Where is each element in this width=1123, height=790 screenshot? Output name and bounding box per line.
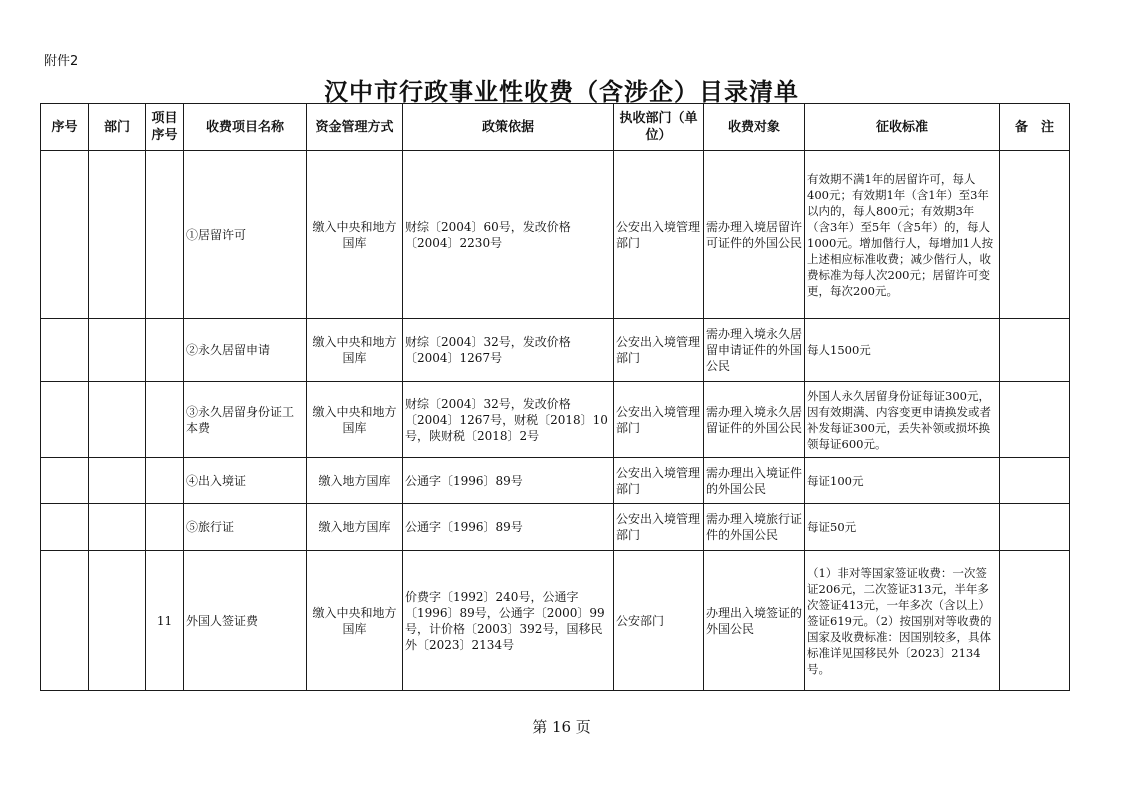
cell-policy: 财综〔2004〕32号，发改价格〔2004〕1267号 xyxy=(403,319,614,382)
cell-dept xyxy=(89,551,146,691)
cell-item-name: ②永久居留申请 xyxy=(184,319,307,382)
cell-target: 办理出入境签证的外国公民 xyxy=(704,551,805,691)
cell-item-seq xyxy=(146,382,184,458)
cell-policy: 财综〔2004〕60号，发改价格〔2004〕2230号 xyxy=(403,151,614,319)
header-standard: 征收标准 xyxy=(805,104,1000,151)
cell-item-name: ④出入境证 xyxy=(184,458,307,504)
table-row xyxy=(41,551,1070,691)
cell-remark xyxy=(1000,151,1070,319)
cell-fund-mgmt: 缴入中央和地方国库 xyxy=(307,319,403,382)
header-dept: 部门 xyxy=(89,104,146,151)
cell-seq xyxy=(41,382,89,458)
cell-item-name: 外国人签证费 xyxy=(184,551,307,691)
cell-item-name: ③永久居留身份证工本费 xyxy=(184,382,307,458)
cell-seq xyxy=(41,458,89,504)
cell-item-seq xyxy=(146,458,184,504)
table-row xyxy=(41,319,1070,382)
attachment-label: 附件2 xyxy=(44,54,79,69)
cell-exec-dept: 公安出入境管理部门 xyxy=(614,458,704,504)
header-exec-dept: 执收部门（单位） xyxy=(614,104,704,151)
header-target: 收费对象 xyxy=(704,104,805,151)
cell-seq xyxy=(41,319,89,382)
cell-dept xyxy=(89,151,146,319)
cell-seq xyxy=(41,551,89,691)
table-row xyxy=(41,382,1070,458)
header-remark: 备 注 xyxy=(1000,104,1070,151)
cell-standard: 每证50元 xyxy=(805,504,1000,551)
cell-standard: （1）非对等国家签证收费：一次签证206元，二次签证313元，半年多次签证413元，一年多次（含以上）签证619元。（2）按国别对等收费的国家及收费标准：因国别较多，具体标准详见国移民外〔2023〕2134号。 xyxy=(805,551,1000,691)
cell-remark xyxy=(1000,551,1070,691)
page-title: 汉中市行政事业性收费（含涉企）目录清单 xyxy=(324,78,799,106)
cell-fund-mgmt: 缴入中央和地方国库 xyxy=(307,151,403,319)
cell-dept xyxy=(89,504,146,551)
cell-target: 需办理入境永久居留证件的外国公民 xyxy=(704,382,805,458)
cell-exec-dept: 公安出入境管理部门 xyxy=(614,319,704,382)
page-number: 第 16 页 xyxy=(532,718,591,736)
cell-fund-mgmt: 缴入地方国库 xyxy=(307,458,403,504)
header-fund-mgmt: 资金管理方式 xyxy=(307,104,403,151)
cell-standard: 外国人永久居留身份证每证300元，因有效期满、内容变更申请换发或者补发每证300元，丢失补领或损坏换领每证600元。 xyxy=(805,382,1000,458)
cell-seq xyxy=(41,504,89,551)
table-row xyxy=(41,504,1070,551)
header-policy: 政策依据 xyxy=(403,104,614,151)
cell-target: 需办理出入境证件的外国公民 xyxy=(704,458,805,504)
cell-dept xyxy=(89,319,146,382)
header-seq: 序号 xyxy=(41,104,89,151)
table-row xyxy=(41,458,1070,504)
cell-item-seq xyxy=(146,504,184,551)
cell-policy: 财综〔2004〕32号，发改价格〔2004〕1267号，财税〔2018〕10号，陕财税〔2018〕2号 xyxy=(403,382,614,458)
cell-target: 需办理入境居留许可证件的外国公民 xyxy=(704,151,805,319)
cell-item-seq xyxy=(146,151,184,319)
cell-target: 需办理入境永久居留申请证件的外国公民 xyxy=(704,319,805,382)
cell-item-seq xyxy=(146,319,184,382)
cell-exec-dept: 公安出入境管理部门 xyxy=(614,382,704,458)
cell-dept xyxy=(89,382,146,458)
header-row xyxy=(41,104,1070,151)
cell-policy: 公通字〔1996〕89号 xyxy=(403,458,614,504)
cell-remark xyxy=(1000,382,1070,458)
cell-item-seq: 11 xyxy=(146,551,184,691)
cell-item-name: ⑤旅行证 xyxy=(184,504,307,551)
cell-remark xyxy=(1000,504,1070,551)
cell-dept xyxy=(89,458,146,504)
cell-fund-mgmt: 缴入地方国库 xyxy=(307,504,403,551)
cell-policy: 价费字〔1992〕240号，公通字〔1996〕89号，公通字〔2000〕99号，计价格〔2003〕392号，国移民外〔2023〕2134号 xyxy=(403,551,614,691)
fee-catalog-table xyxy=(40,103,1070,691)
cell-remark xyxy=(1000,319,1070,382)
cell-target: 需办理入境旅行证件的外国公民 xyxy=(704,504,805,551)
cell-item-name: ①居留许可 xyxy=(184,151,307,319)
header-item-name: 收费项目名称 xyxy=(184,104,307,151)
cell-exec-dept: 公安出入境管理部门 xyxy=(614,151,704,319)
table-row xyxy=(41,151,1070,319)
cell-exec-dept: 公安部门 xyxy=(614,551,704,691)
cell-policy: 公通字〔1996〕89号 xyxy=(403,504,614,551)
cell-fund-mgmt: 缴入中央和地方国库 xyxy=(307,382,403,458)
cell-fund-mgmt: 缴入中央和地方国库 xyxy=(307,551,403,691)
cell-seq xyxy=(41,151,89,319)
header-item-seq: 项目序号 xyxy=(146,104,184,151)
cell-standard: 每证100元 xyxy=(805,458,1000,504)
cell-exec-dept: 公安出入境管理部门 xyxy=(614,504,704,551)
cell-standard: 有效期不满1年的居留许可，每人400元；有效期1年（含1年）至3年以内的，每人800元；有效期3年（含3年）至5年（含5年）的，每人1000元。增加偕行人，每增加1人按上述相应标准收费；减少偕行人，收费标准为每人次200元；居留许可变更，每次200元。 xyxy=(805,151,1000,319)
cell-standard: 每人1500元 xyxy=(805,319,1000,382)
cell-remark xyxy=(1000,458,1070,504)
